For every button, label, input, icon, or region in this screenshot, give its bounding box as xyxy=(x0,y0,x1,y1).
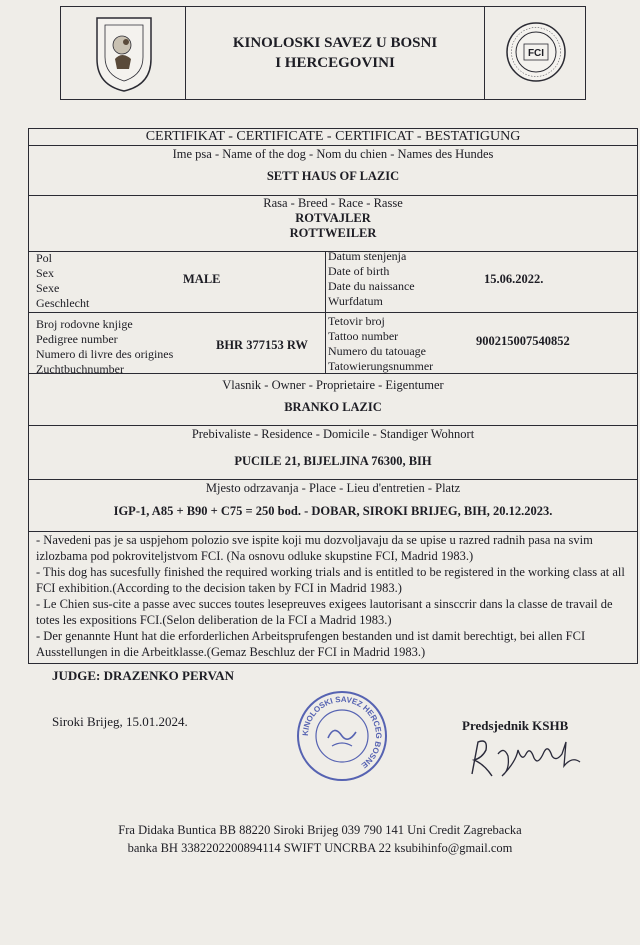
dob-value: 15.06.2022. xyxy=(484,272,544,286)
fci-logo xyxy=(505,21,567,83)
footer-address: Fra Didaka Buntica BB 88220 Siroki Brijeg 039 790 141 Uni Credit Zagrebacka xyxy=(118,823,522,837)
rule-center-divider xyxy=(325,251,326,373)
dob-label-3: Wurfdatum xyxy=(328,294,383,308)
place-label: Mjesto odrzavanja - Place - Lieu d'entretien - Platz xyxy=(205,481,461,495)
dob-label-0: Datum stenjenja xyxy=(328,249,407,263)
kinoloski-savez-logo xyxy=(93,15,155,93)
owner-label: Vlasnik - Owner - Proprietaire - Eigentumer xyxy=(222,378,444,392)
sex-value: MALE xyxy=(183,272,221,286)
judge-name: JUDGE: DRAZENKO PERVAN xyxy=(52,668,235,683)
statement-french: - Le Chien sus-cite a passe avec succes toutes lesepreuves exigees lautorisant a sinsccrir dans la classe de travail de totes les expositions FCI.(Selon deliberation de la FCI a Madrid 1983.) xyxy=(36,597,613,627)
dog-name-label: Ime psa - Name of the dog - Nom du chien - Names des Hundes xyxy=(172,147,494,161)
rule-owner xyxy=(29,425,637,426)
breed-value-2: ROTTWEILER xyxy=(289,226,377,240)
tattoo-label-0: Tetovir broj xyxy=(328,314,385,328)
header-fci-cell xyxy=(484,7,585,99)
statement-bosnian: - Navedeni pas je sa uspjehom polozio sve ispite koji mu dozvoljavaju da se upise u razred radnih pasa na svim izlozbama pod pokroviteljstvom FCI. (Na osnovu odluke skupstine FCI, Madrid 1983.) xyxy=(36,533,593,563)
official-stamp xyxy=(296,690,388,782)
rule-residence xyxy=(29,479,637,480)
fci-logo-text: FCI xyxy=(527,48,545,59)
issue-place-date: Siroki Brijeg, 15.01.2024. xyxy=(52,714,188,729)
organization-name-line2: I HERCEGOVINI xyxy=(275,55,395,71)
sex-label-2: Sexe xyxy=(36,281,60,295)
dog-name-value: SETT HAUS OF LAZIC xyxy=(266,169,400,183)
rule-sex xyxy=(29,312,637,313)
dob-label-1: Date of birth xyxy=(328,264,390,278)
president-label: Predsjednik KSHB xyxy=(462,718,569,733)
pedigree-value: BHR 377153 RW xyxy=(216,338,308,352)
residence-value: PUCILE 21, BIJELJINA 76300, BIH xyxy=(234,454,432,468)
footer-bank: banka BH 3382202200894114 SWIFT UNCRBA 22 ksubihinfo@gmail.com xyxy=(127,841,513,855)
sex-label-1: Sex xyxy=(36,266,54,280)
pedigree-label-0: Broj rodovne knjige xyxy=(36,317,133,331)
president-signature xyxy=(464,732,588,782)
statement-english: - This dog has sucesfully finished the required working trials and is entitled to be registered in the working class at all FCI exhibition.(According to the decision taken by FCI in Madrid 1983.) xyxy=(36,565,625,595)
tattoo-label-2: Numero du tatouage xyxy=(328,344,426,358)
tattoo-label-1: Tattoo number xyxy=(328,329,399,343)
owner-value: BRANKO LAZIC xyxy=(284,400,382,414)
certificate-title: CERTIFIKAT - CERTIFICATE - CERTIFICAT - BESTATIGUNG xyxy=(145,129,521,144)
organization-name xyxy=(187,33,483,73)
pedigree-label-1: Pedigree number xyxy=(36,332,118,346)
dob-label-2: Date du naissance xyxy=(328,279,415,293)
header-logo-cell xyxy=(61,7,186,99)
breed-label: Rasa - Breed - Race - Rasse xyxy=(263,196,403,210)
sex-label-3: Geschlecht xyxy=(36,296,90,310)
rule-place xyxy=(29,531,637,532)
breed-value-1: ROTVAJLER xyxy=(295,211,371,225)
pedigree-label-3: Zuchtbuchnumber xyxy=(36,362,124,376)
organization-name-line1: KINOLOSKI SAVEZ U BOSNI xyxy=(232,35,438,51)
header-box xyxy=(60,6,586,100)
statement-german: - Der genannte Hunt hat die erforderlichen Arbeitsprufengen bestanden und ist damit berechtigt, bei allen FCI Ausstellungen in die Arbeitklasse.(Gemaz Beschluz der FCI in Madrid 1983.) xyxy=(36,629,586,659)
place-value: IGP-1, A85 + B90 + C75 = 250 bod. - DOBAR, SIROKI BRIJEG, BIH, 20.12.2023. xyxy=(113,504,553,518)
tattoo-value: 900215007540852 xyxy=(476,334,570,348)
pedigree-label-2: Numero di livre des origines xyxy=(36,347,174,361)
sex-label-0: Pol xyxy=(36,251,53,265)
stamp-ring-text: KINOLOSKI SAVEZ HERCEG BOSNE xyxy=(300,694,384,770)
rule-title xyxy=(29,145,637,146)
tattoo-label-3: Tatowierungsnummer xyxy=(328,359,434,373)
residence-label: Prebivaliste - Residence - Domicile - Standiger Wohnort xyxy=(191,427,475,441)
